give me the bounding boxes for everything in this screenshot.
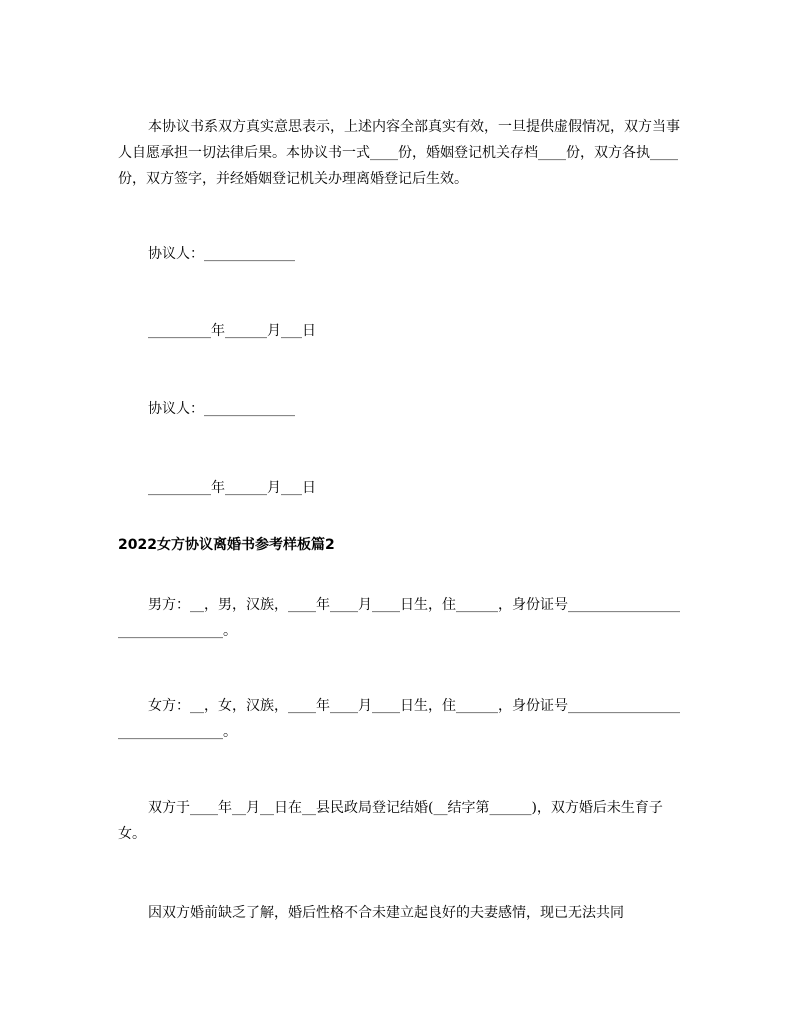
signature-line-2: 协议人：_____________ (148, 401, 295, 417)
section-heading: 2022女方协议离婚书参考样板篇2 (118, 537, 335, 553)
date-line-2: _________年______月___日 (148, 480, 316, 496)
signature-line-1: 协议人：_____________ (148, 246, 295, 262)
marriage-registration-paragraph: 双方于____年__月__日在__县民政局登记结婚(__结字第______)，双方婚后未生育子女。 (118, 800, 663, 842)
female-party-paragraph: 女方：__，女，汉族，____年____月____日生，住______，身份证号_______________________________。 (118, 698, 680, 740)
date-line-1: _________年______月___日 (148, 323, 316, 339)
male-party-paragraph: 男方：__，男，汉族，____年____月____日生，住______，身份证号_______________________________。 (118, 597, 680, 639)
divorce-reason-paragraph: 因双方婚前缺乏了解，婚后性格不合未建立起良好的夫妻感情，现已无法共同 (148, 905, 624, 921)
validity-paragraph: 本协议书系双方真实意思表示，上述内容全部真实有效，一旦提供虚假情况，双方当事人自愿承担一切法律后果。本协议书一式____份，婚姻登记机关存档____份，双方各执____份，双方签字，并经婚姻登记机关办理离婚登记后生效。 (118, 119, 680, 187)
